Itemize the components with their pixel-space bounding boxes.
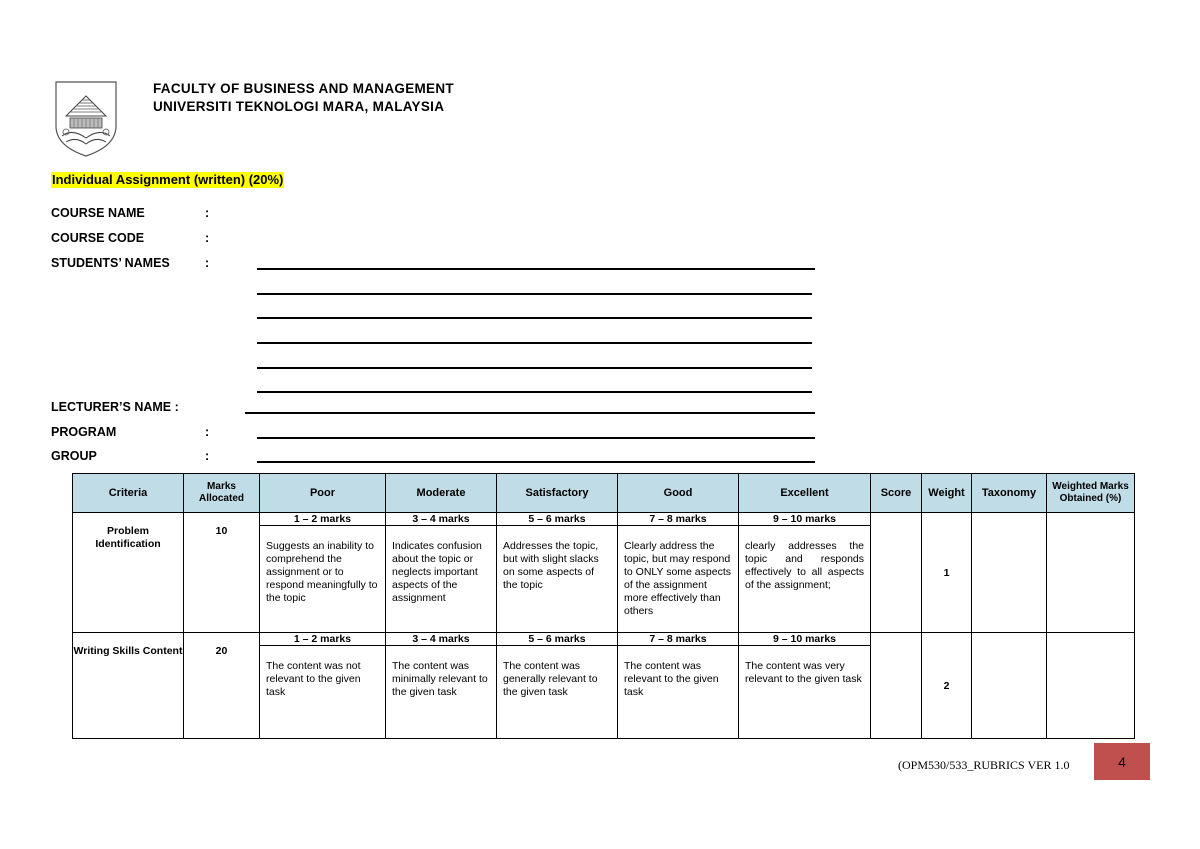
excellent-description: The content was very relevant to the given task — [745, 660, 862, 685]
student-name-line[interactable] — [257, 293, 812, 295]
poor-cell — [260, 633, 386, 739]
header-weighted-marks: Weighted Marks Obtained (%) — [1047, 474, 1135, 513]
satisfactory-description: The content was generally relevant to the given task — [503, 660, 598, 698]
header-good: Good — [618, 474, 739, 513]
course-name-label: COURSE NAME — [51, 206, 145, 220]
header-criteria: Criteria — [73, 474, 184, 513]
poor-description: The content was not relevant to the given task — [266, 660, 361, 698]
moderate-cell — [386, 633, 497, 739]
moderate-description: The content was minimally relevant to the given task — [392, 660, 488, 698]
table-header-row — [73, 474, 1135, 513]
student-name-line[interactable] — [257, 317, 812, 319]
table-row — [73, 633, 1135, 739]
criteria-cell: Writing Skills Content — [73, 633, 184, 739]
marks-allocated-cell: 20 — [184, 633, 260, 739]
course-name-colon: : — [205, 206, 210, 220]
header-moderate: Moderate — [386, 474, 497, 513]
excellent-cell — [739, 633, 871, 739]
satisfactory-description: Addresses the topic, but with slight slacks on some aspects of the topic — [503, 540, 599, 591]
group-colon: : — [205, 449, 210, 463]
moderate-description: Indicates confusion about the topic or neglects important aspects of the assignment — [392, 540, 482, 604]
course-code-label: COURSE CODE — [51, 231, 145, 245]
student-name-line[interactable] — [257, 391, 812, 393]
score-cell[interactable] — [871, 633, 922, 739]
excellent-cell — [739, 513, 871, 633]
document-code: (OPM530/533_RUBRICS VER 1.0 — [898, 758, 1070, 772]
good-description: The content was relevant to the given task — [624, 660, 719, 698]
good-cell — [618, 513, 739, 633]
weighted-marks-cell[interactable] — [1047, 633, 1135, 739]
mark-range: 3 – 4 marks — [386, 513, 496, 526]
moderate-cell — [386, 513, 497, 633]
group-line[interactable] — [257, 461, 815, 463]
course-code-colon: : — [205, 231, 210, 245]
header-score: Score — [871, 474, 922, 513]
students-names-label: STUDENTS’ NAMES — [51, 256, 170, 270]
page-number: 4 — [1094, 743, 1150, 780]
taxonomy-cell[interactable] — [972, 513, 1047, 633]
mark-range: 1 – 2 marks — [260, 513, 385, 526]
poor-description: Suggests an inability to comprehend the assignment or to respond meaningfully to the topic — [266, 540, 378, 604]
poor-cell — [260, 513, 386, 633]
good-description: Clearly address the topic, but may respond to ONLY some aspects of the assignment more effectively than others — [624, 540, 731, 617]
header-excellent: Excellent — [739, 474, 871, 513]
table-row — [73, 513, 1135, 633]
faculty-heading: FACULTY OF BUSINESS AND MANAGEMENT — [153, 81, 454, 96]
student-name-line[interactable] — [257, 367, 812, 369]
score-cell[interactable] — [871, 513, 922, 633]
criteria-cell: Problem Identification — [73, 513, 184, 633]
assignment-title: Individual Assignment (written) (20%) — [52, 172, 284, 187]
weight-cell: 1 — [922, 513, 972, 633]
marks-allocated-cell: 10 — [184, 513, 260, 633]
rubric-table — [72, 473, 1135, 739]
uitm-logo-icon — [52, 80, 120, 158]
program-colon: : — [205, 425, 210, 439]
mark-range: 9 – 10 marks — [739, 513, 870, 526]
header-poor: Poor — [260, 474, 386, 513]
mark-range: 9 – 10 marks — [739, 633, 870, 646]
satisfactory-cell — [497, 513, 618, 633]
header-weight: Weight — [922, 474, 972, 513]
good-cell — [618, 633, 739, 739]
mark-range: 5 – 6 marks — [497, 633, 617, 646]
student-name-line[interactable] — [257, 268, 815, 270]
taxonomy-cell[interactable] — [972, 633, 1047, 739]
program-line[interactable] — [257, 437, 815, 439]
group-label: GROUP — [51, 449, 97, 463]
mark-range: 7 – 8 marks — [618, 633, 738, 646]
header-satisfactory: Satisfactory — [497, 474, 618, 513]
excellent-description: clearly addresses the topic and responds effectively to all aspects of the assignment; — [745, 540, 864, 591]
header-taxonomy: Taxonomy — [972, 474, 1047, 513]
lecturer-name-line[interactable] — [245, 412, 815, 414]
satisfactory-cell — [497, 633, 618, 739]
header-marks-allocated: Marks Allocated — [184, 474, 260, 513]
lecturer-name-label: LECTURER’S NAME : — [51, 400, 179, 414]
mark-range: 5 – 6 marks — [497, 513, 617, 526]
students-names-colon: : — [205, 256, 210, 270]
university-heading: UNIVERSITI TEKNOLOGI MARA, MALAYSIA — [153, 99, 445, 114]
student-name-line[interactable] — [257, 342, 812, 344]
mark-range: 3 – 4 marks — [386, 633, 496, 646]
mark-range: 1 – 2 marks — [260, 633, 385, 646]
program-label: PROGRAM — [51, 425, 117, 439]
weighted-marks-cell[interactable] — [1047, 513, 1135, 633]
mark-range: 7 – 8 marks — [618, 513, 738, 526]
weight-cell: 2 — [922, 633, 972, 739]
